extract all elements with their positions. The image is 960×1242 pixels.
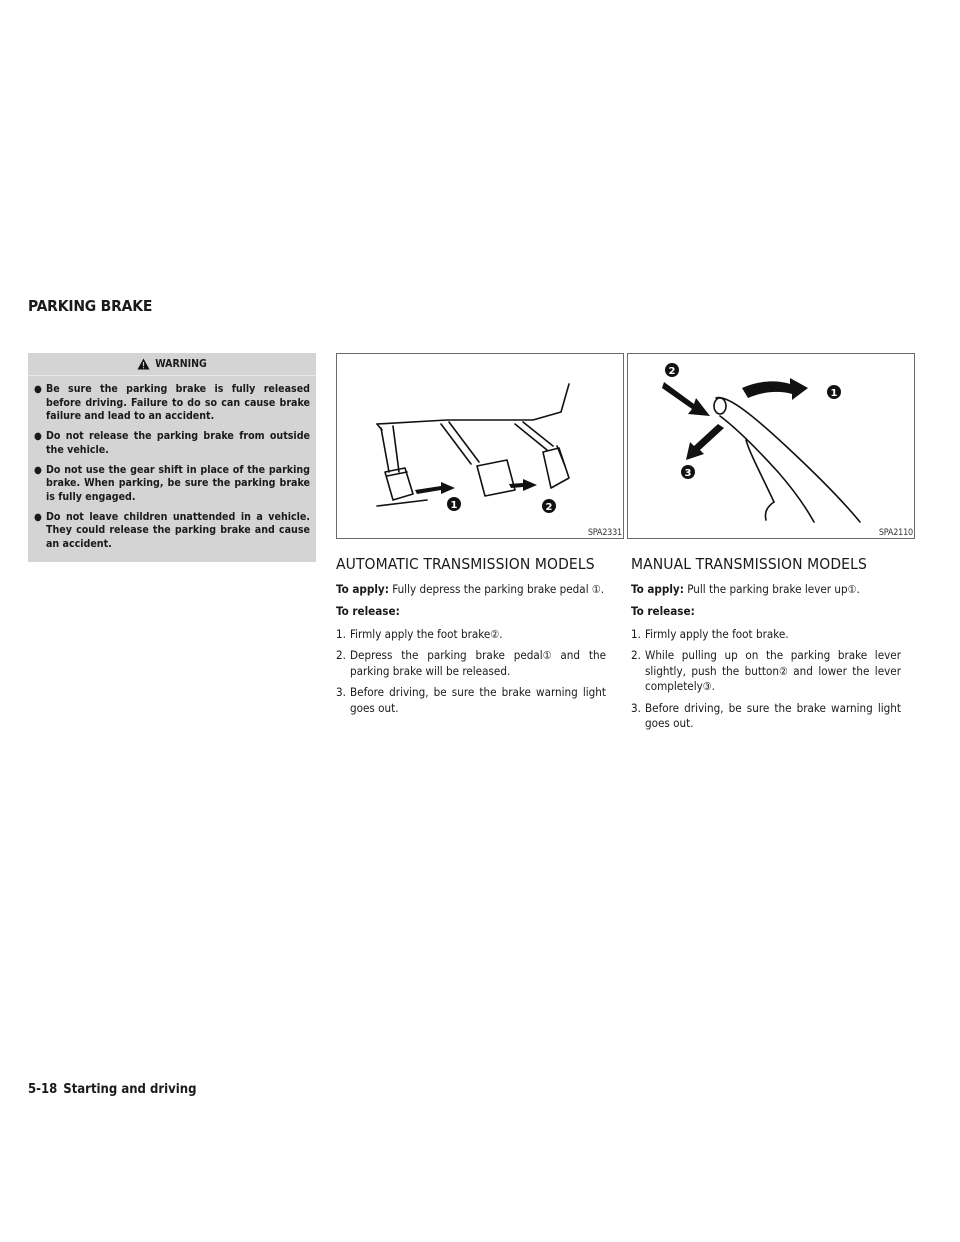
release-steps (336, 627, 606, 717)
automatic-section (336, 557, 606, 722)
warning-header (28, 353, 316, 376)
step-item: 1. Firmly apply the foot brake. (631, 626, 789, 641)
figure-code: SPA2331 (587, 528, 622, 538)
callout-3: 3 (684, 468, 692, 479)
manual-heading: MANUAL TRANSMISSION MODELS (631, 555, 867, 573)
section-title: PARKING BRAKE (28, 297, 153, 315)
chapter-title: Starting and driving (63, 1082, 197, 1097)
callout-2: 2 (545, 502, 553, 513)
apply-paragraph: To apply: Fully depress the parking brake pedal ①. (336, 581, 605, 596)
step-item: 3. Before driving, be sure the brake warning light goes out. (336, 685, 606, 715)
apply-paragraph: To apply: Pull the parking brake lever up①. (631, 581, 860, 596)
ref-1-icon: ① (542, 649, 552, 662)
ref-3-icon: ③ (702, 680, 712, 693)
step-item: 2. Depress the parking brake pedal① and the parking brake will be released. (336, 648, 606, 678)
page-number: 5-18 (28, 1082, 58, 1097)
warning-list (28, 376, 316, 552)
warning-item: ● Be sure the parking brake is fully released before driving. Failure to do so can cause brake failure and lead to an accident. (34, 383, 310, 423)
callout-2: 2 (668, 366, 676, 377)
arrow-1-icon (415, 482, 455, 494)
hand-lever-illustration (628, 354, 914, 538)
callout-1: 1 (830, 388, 838, 399)
arrow-up-icon (742, 378, 808, 400)
apply-label: To apply: (631, 581, 684, 596)
bullet-icon: ● (34, 511, 42, 523)
bullet-icon: ● (34, 431, 42, 443)
callout-1: 1 (450, 500, 458, 511)
warning-triangle-icon (137, 358, 150, 370)
step-item: 3. Before driving, be sure the brake warning light goes out. (631, 700, 901, 730)
manual-section (631, 557, 901, 738)
bullet-icon: ● (34, 384, 42, 395)
release-steps (631, 627, 901, 732)
release-label: To release: (336, 604, 400, 618)
arrow-push-icon (662, 382, 710, 416)
foot-pedal-illustration (337, 354, 623, 538)
ref-1-icon: ① (847, 582, 857, 596)
ref-1-icon: ① (591, 582, 601, 596)
apply-label: To apply: (336, 581, 389, 596)
release-label: To release: (631, 604, 695, 618)
figure-foot-pedal (336, 353, 624, 539)
bullet-icon: ● (34, 464, 42, 476)
warning-box (28, 353, 316, 562)
ref-2-icon: ② (779, 664, 788, 678)
figure-hand-lever (627, 353, 915, 539)
warning-item: ● Do not release the parking brake from outside the vehicle. (34, 430, 310, 456)
step-item: 1. Firmly apply the foot brake②. (336, 626, 503, 641)
warning-item: ● Do not leave children unattended in a vehicle. They could release the parking brake and cause an accident. (34, 510, 310, 551)
automatic-heading: AUTOMATIC TRANSMISSION MODELS (336, 555, 595, 573)
page-footer (28, 1082, 196, 1097)
step-item: 2. While pulling up on the parking brake lever slightly, push the button② and lower the lever completely③. (631, 648, 901, 693)
warning-item: ● Do not use the gear shift in place of the parking brake. When parking, be sure the parking brake is fully engaged. (34, 463, 310, 503)
figure-code: SPA2110 (878, 528, 913, 538)
arrow-down-icon (686, 424, 724, 460)
ref-2-icon: ② (490, 627, 500, 641)
warning-title: WARNING (155, 358, 207, 370)
